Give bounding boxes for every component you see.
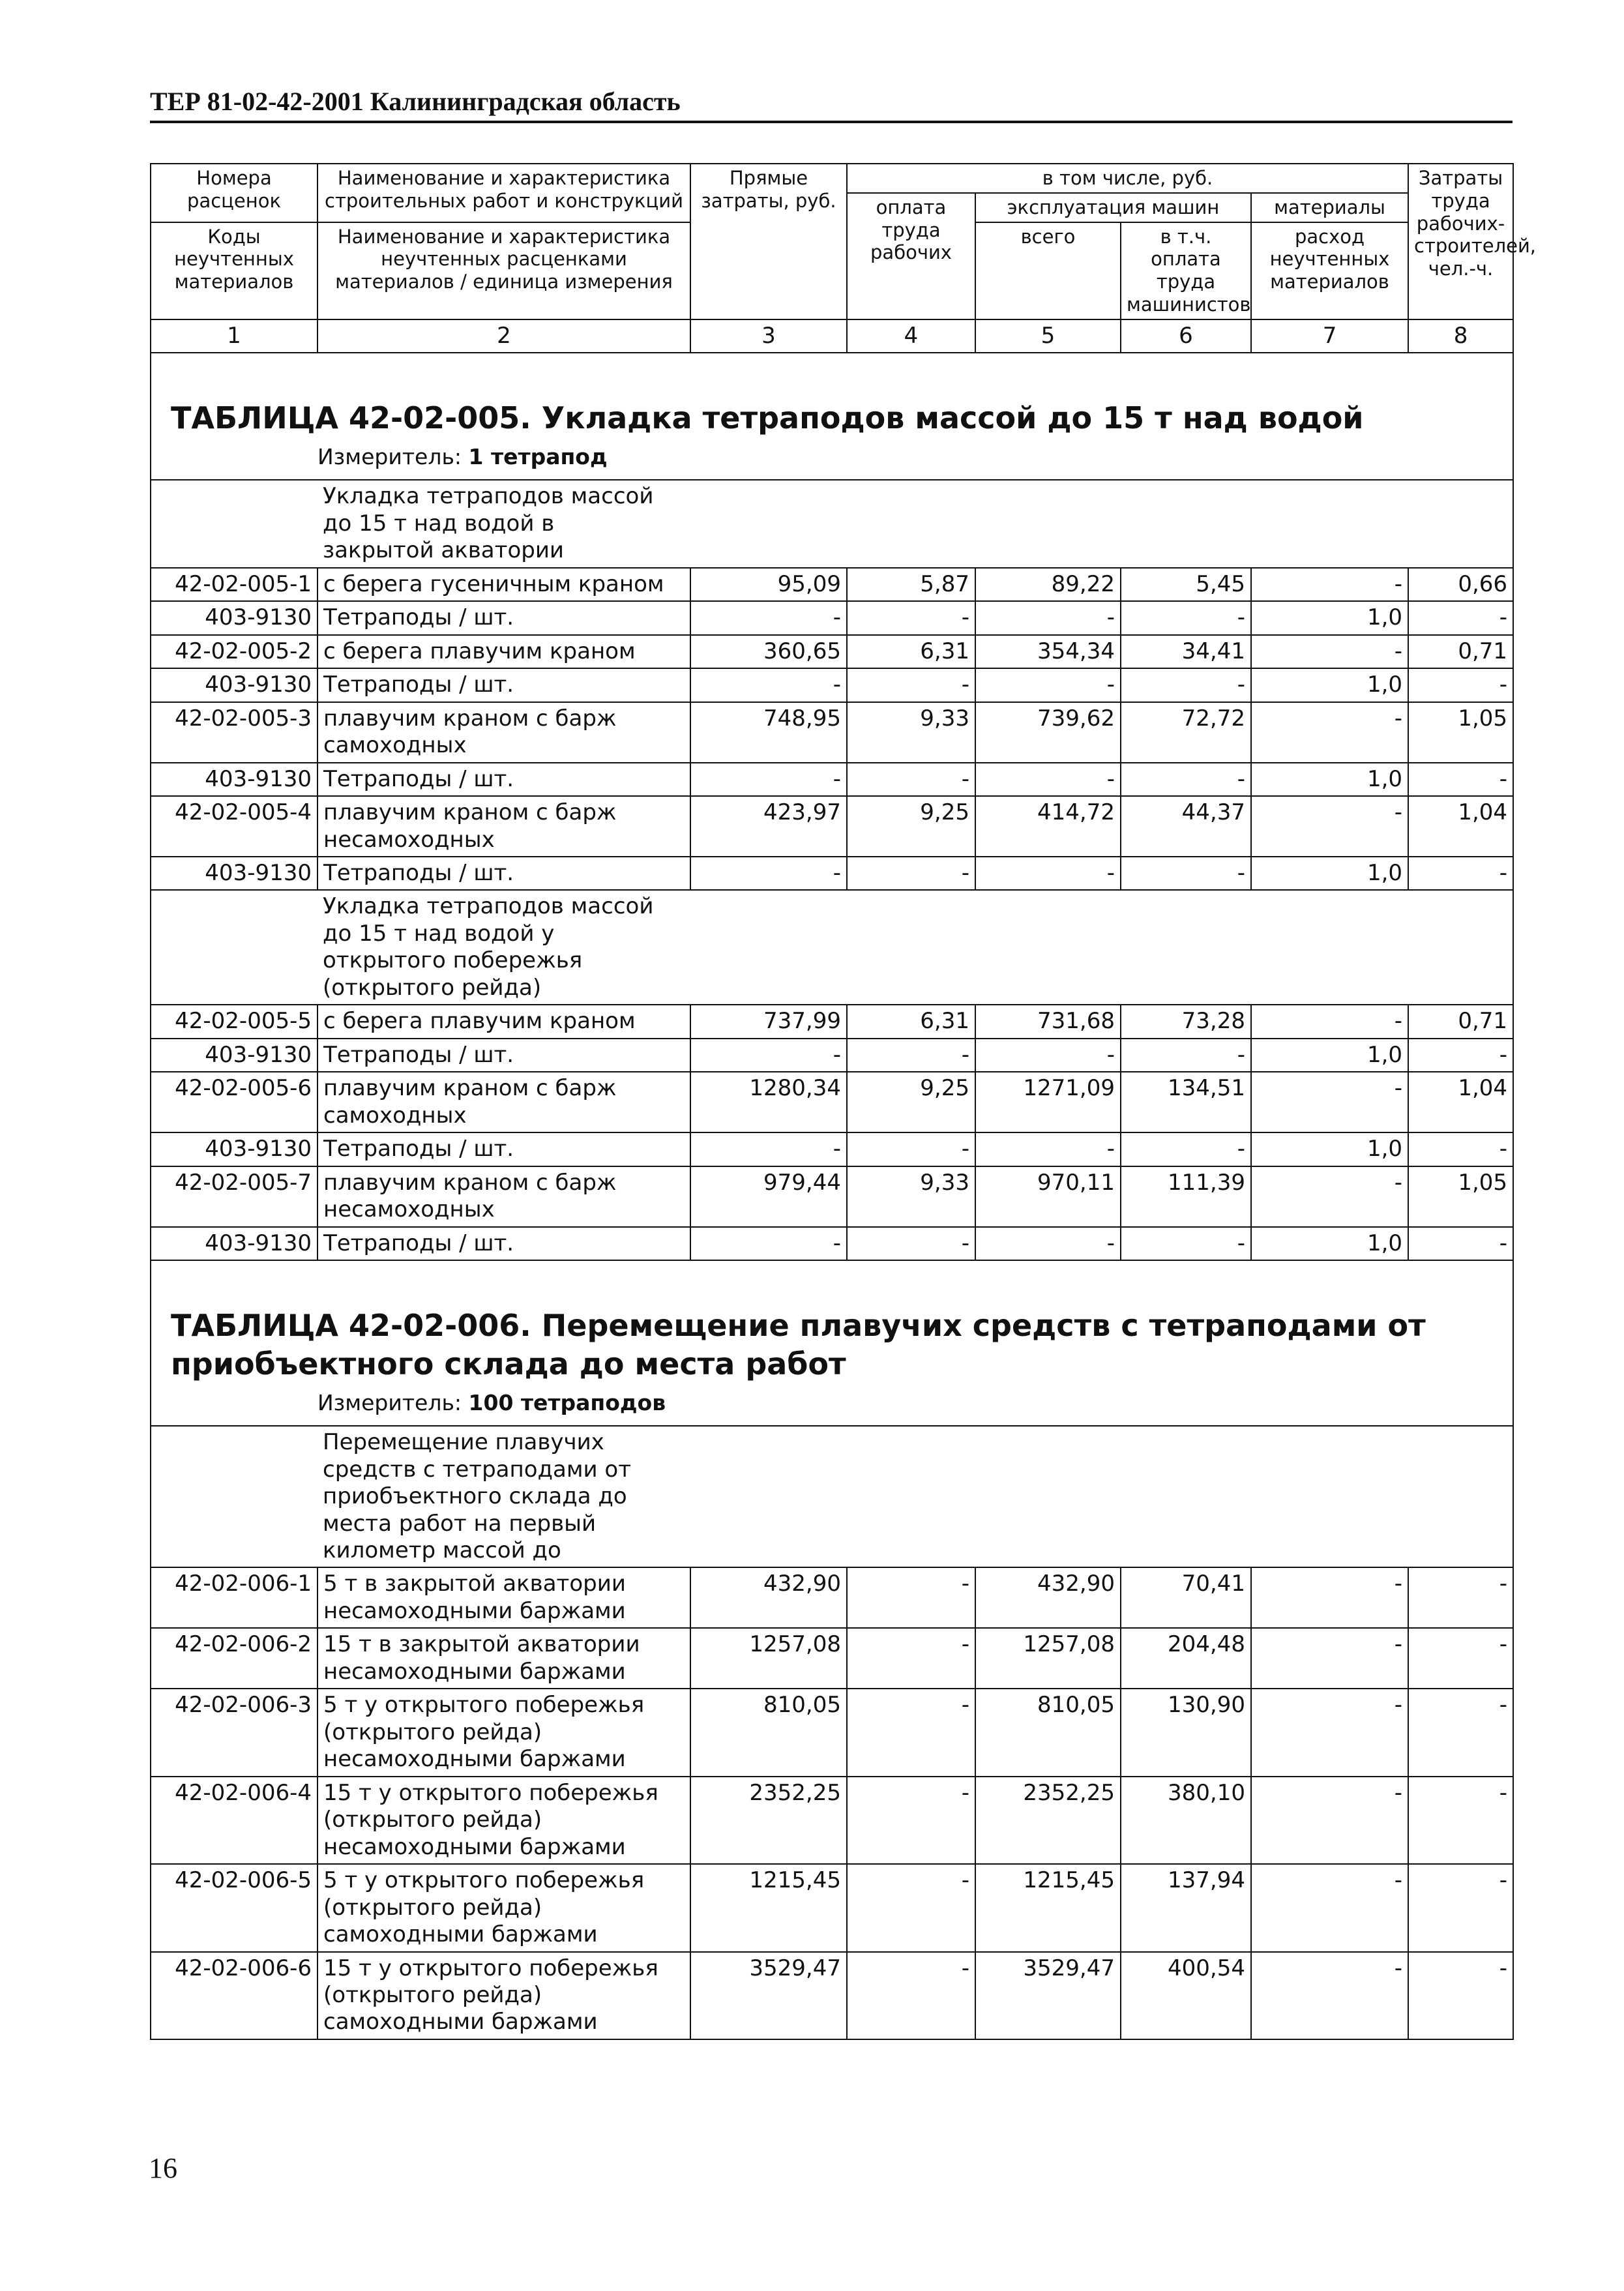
direct-cost: 1280,34 bbox=[690, 1072, 847, 1132]
labor-hours: 1,05 bbox=[1408, 702, 1513, 763]
rate-row bbox=[151, 1567, 1513, 1628]
direct-cost: - bbox=[690, 1132, 847, 1166]
labor-hours: - bbox=[1408, 668, 1513, 702]
meter-label: Измеритель: bbox=[317, 1389, 462, 1415]
page-number: 16 bbox=[149, 2152, 177, 2184]
direct-cost: 748,95 bbox=[690, 702, 847, 763]
machine-cost: 414,72 bbox=[975, 796, 1121, 857]
header-col5: всего bbox=[975, 222, 1121, 319]
labor-cost: 6,31 bbox=[847, 1005, 975, 1038]
labor-cost: 9,33 bbox=[847, 702, 975, 763]
material-qty: - bbox=[1251, 1166, 1408, 1227]
labor-cost: - bbox=[847, 1628, 975, 1689]
operator-cost: 204,48 bbox=[1121, 1628, 1251, 1689]
rate-name: Тетраподы / шт. bbox=[317, 857, 690, 890]
operator-cost: 130,90 bbox=[1121, 1689, 1251, 1776]
rate-name: плавучим краном с барж несамоходных bbox=[317, 1166, 690, 1227]
operator-cost: 400,54 bbox=[1121, 1952, 1251, 2039]
machine-cost: 731,68 bbox=[975, 1005, 1121, 1038]
direct-cost: 737,99 bbox=[690, 1005, 847, 1038]
rate-row bbox=[151, 1864, 1513, 1951]
rate-code: 42-02-005-5 bbox=[151, 1005, 317, 1038]
labor-hours: - bbox=[1408, 1777, 1513, 1864]
header-col1-bottom: Коды неучтенных материалов bbox=[151, 222, 317, 319]
labor-cost: - bbox=[847, 1132, 975, 1166]
header-col2-bottom: Наименование и характеристика неучтенных расценками материалов / единица измерения bbox=[317, 222, 690, 319]
rate-name: 15 т у открытого побережья (открытого рейда) несамоходными баржами bbox=[317, 1777, 690, 1864]
material-qty: 1,0 bbox=[1251, 857, 1408, 890]
material-qty: 1,0 bbox=[1251, 1039, 1408, 1072]
operator-cost: 73,28 bbox=[1121, 1005, 1251, 1038]
machine-cost: 970,11 bbox=[975, 1166, 1121, 1227]
rate-code: 42-02-006-1 bbox=[151, 1567, 317, 1628]
material-row bbox=[151, 1132, 1513, 1166]
labor-cost: - bbox=[847, 1864, 975, 1951]
col-number: 8 bbox=[1408, 319, 1513, 353]
table-006-title: ТАБЛИЦА 42-02-006. Перемещение плавучих средств с тетраподами от приобъектного склада до места работ bbox=[151, 1260, 1513, 1387]
labor-hours: 1,04 bbox=[1408, 1072, 1513, 1132]
rate-name: с берега плавучим краном bbox=[317, 635, 690, 668]
price-table bbox=[150, 163, 1537, 2040]
rate-row bbox=[151, 1777, 1513, 1864]
direct-cost: 979,44 bbox=[690, 1166, 847, 1227]
rate-code: 42-02-006-2 bbox=[151, 1628, 317, 1689]
rate-code: 403-9130 bbox=[151, 1132, 317, 1166]
rate-code: 42-02-006-5 bbox=[151, 1864, 317, 1951]
machine-cost: - bbox=[975, 601, 1121, 634]
rate-row bbox=[151, 1166, 1513, 1227]
operator-cost: - bbox=[1121, 857, 1251, 890]
machine-cost: - bbox=[975, 668, 1121, 702]
header-col1-top: Номера расценок bbox=[151, 164, 317, 222]
direct-cost: 3529,47 bbox=[690, 1952, 847, 2039]
operator-cost: - bbox=[1121, 763, 1251, 796]
labor-cost: - bbox=[847, 601, 975, 634]
direct-cost: 432,90 bbox=[690, 1567, 847, 1628]
labor-hours: 0,71 bbox=[1408, 1005, 1513, 1038]
labor-hours: - bbox=[1408, 1567, 1513, 1628]
direct-cost: - bbox=[690, 1227, 847, 1260]
table-006-rows bbox=[151, 1567, 1513, 2039]
rate-name: плавучим краном с барж самоходных bbox=[317, 1072, 690, 1132]
rate-row bbox=[151, 796, 1513, 857]
header-group: в том числе, руб. bbox=[847, 164, 1408, 193]
labor-cost: - bbox=[847, 857, 975, 890]
col-number: 3 bbox=[690, 319, 847, 353]
table-005-title: ТАБЛИЦА 42-02-005. Укладка тетраподов массой до 15 т над водой bbox=[151, 353, 1513, 441]
material-qty: 1,0 bbox=[1251, 668, 1408, 702]
material-qty: - bbox=[1251, 635, 1408, 668]
col-number: 1 bbox=[151, 319, 317, 353]
col-number: 4 bbox=[847, 319, 975, 353]
material-qty: - bbox=[1251, 1952, 1408, 2039]
header-col4: оплата труда рабочих bbox=[847, 193, 975, 319]
labor-cost: - bbox=[847, 1952, 975, 2039]
rate-row bbox=[151, 1072, 1513, 1132]
machine-cost: 1215,45 bbox=[975, 1864, 1121, 1951]
group-code-blank bbox=[151, 890, 317, 1005]
meter-value: 1 тетрапод bbox=[468, 444, 608, 470]
machine-cost: - bbox=[975, 857, 1121, 890]
header-col3: Прямые затраты, руб. bbox=[690, 164, 847, 319]
operator-cost: 380,10 bbox=[1121, 1777, 1251, 1864]
material-qty: 1,0 bbox=[1251, 763, 1408, 796]
rate-name: Тетраподы / шт. bbox=[317, 763, 690, 796]
document-header: ТЕР 81-02-42-2001 Калининградская область bbox=[150, 86, 1513, 123]
rate-row bbox=[151, 568, 1513, 601]
labor-hours: - bbox=[1408, 1864, 1513, 1951]
labor-cost: - bbox=[847, 763, 975, 796]
header-materials: материалы bbox=[1251, 193, 1408, 222]
machine-cost: 432,90 bbox=[975, 1567, 1121, 1628]
machine-cost: - bbox=[975, 1039, 1121, 1072]
rate-code: 42-02-005-2 bbox=[151, 635, 317, 668]
material-qty: - bbox=[1251, 1628, 1408, 1689]
rate-name: Тетраподы / шт. bbox=[317, 601, 690, 634]
rate-name: 15 т у открытого побережья (открытого рейда) самоходными баржами bbox=[317, 1952, 690, 2039]
material-qty: - bbox=[1251, 1689, 1408, 1776]
labor-hours: - bbox=[1408, 763, 1513, 796]
col-number: 6 bbox=[1121, 319, 1251, 353]
header-col7: расход неучтенных материалов bbox=[1251, 222, 1408, 319]
labor-cost: - bbox=[847, 1777, 975, 1864]
machine-cost: 810,05 bbox=[975, 1689, 1121, 1776]
direct-cost: 360,65 bbox=[690, 635, 847, 668]
operator-cost: 134,51 bbox=[1121, 1072, 1251, 1132]
rate-code: 42-02-005-7 bbox=[151, 1166, 317, 1227]
machine-cost: - bbox=[975, 763, 1121, 796]
rate-name: Тетраподы / шт. bbox=[317, 1039, 690, 1072]
machine-cost: 1257,08 bbox=[975, 1628, 1121, 1689]
material-qty: - bbox=[1251, 1567, 1408, 1628]
operator-cost: - bbox=[1121, 1132, 1251, 1166]
machine-cost: 89,22 bbox=[975, 568, 1121, 601]
labor-cost: - bbox=[847, 1567, 975, 1628]
rate-name: Тетраподы / шт. bbox=[317, 1227, 690, 1260]
material-row bbox=[151, 763, 1513, 796]
material-row bbox=[151, 668, 1513, 702]
labor-cost: 5,87 bbox=[847, 568, 975, 601]
labor-hours: - bbox=[1408, 1227, 1513, 1260]
rate-name: плавучим краном с барж самоходных bbox=[317, 702, 690, 763]
group-title: Укладка тетраподов массой до 15 т над водой в закрытой акватории bbox=[317, 480, 1513, 567]
rate-code: 403-9130 bbox=[151, 601, 317, 634]
group-code-blank bbox=[151, 480, 317, 567]
meter-value: 100 тетраподов bbox=[468, 1389, 666, 1415]
material-qty: - bbox=[1251, 1072, 1408, 1132]
header-col6: в т.ч. оплата труда машинистов bbox=[1121, 222, 1251, 319]
labor-hours: - bbox=[1408, 1628, 1513, 1689]
col-number: 7 bbox=[1251, 319, 1408, 353]
material-qty: - bbox=[1251, 702, 1408, 763]
operator-cost: - bbox=[1121, 668, 1251, 702]
header-exploit: эксплуатация машин bbox=[975, 193, 1251, 222]
labor-hours: - bbox=[1408, 1039, 1513, 1072]
material-qty: - bbox=[1251, 1864, 1408, 1951]
material-qty: - bbox=[1251, 796, 1408, 857]
material-qty: - bbox=[1251, 1777, 1408, 1864]
labor-hours: 1,04 bbox=[1408, 796, 1513, 857]
rate-code: 403-9130 bbox=[151, 857, 317, 890]
operator-cost: 44,37 bbox=[1121, 796, 1251, 857]
rate-code: 403-9130 bbox=[151, 668, 317, 702]
group-title: Укладка тетраподов массой до 15 т над водой у открытого побережья (открытого рейда) bbox=[317, 890, 1513, 1005]
direct-cost: - bbox=[690, 1039, 847, 1072]
labor-hours: 0,71 bbox=[1408, 635, 1513, 668]
direct-cost: - bbox=[690, 763, 847, 796]
rate-code: 403-9130 bbox=[151, 1039, 317, 1072]
labor-cost: - bbox=[847, 1227, 975, 1260]
rate-row bbox=[151, 1952, 1513, 2039]
group-code-blank bbox=[151, 1426, 317, 1567]
machine-cost: 1271,09 bbox=[975, 1072, 1121, 1132]
rate-row bbox=[151, 1005, 1513, 1038]
operator-cost: 5,45 bbox=[1121, 568, 1251, 601]
material-row bbox=[151, 857, 1513, 890]
labor-hours: - bbox=[1408, 1132, 1513, 1166]
rate-code: 42-02-005-3 bbox=[151, 702, 317, 763]
material-row bbox=[151, 601, 1513, 634]
table-005-meter bbox=[151, 441, 1513, 480]
rate-row bbox=[151, 1689, 1513, 1776]
material-qty: 1,0 bbox=[1251, 1227, 1408, 1260]
operator-cost: - bbox=[1121, 1039, 1251, 1072]
machine-cost: 354,34 bbox=[975, 635, 1121, 668]
material-qty: 1,0 bbox=[1251, 1132, 1408, 1166]
labor-cost: - bbox=[847, 1689, 975, 1776]
labor-cost: 9,25 bbox=[847, 796, 975, 857]
operator-cost: 72,72 bbox=[1121, 702, 1251, 763]
rate-code: 42-02-005-4 bbox=[151, 796, 317, 857]
labor-hours: - bbox=[1408, 857, 1513, 890]
direct-cost: 810,05 bbox=[690, 1689, 847, 1776]
rate-row bbox=[151, 1628, 1513, 1689]
labor-hours: - bbox=[1408, 1689, 1513, 1776]
operator-cost: 34,41 bbox=[1121, 635, 1251, 668]
rate-name: Тетраподы / шт. bbox=[317, 1132, 690, 1166]
table-006-meter bbox=[151, 1387, 1513, 1426]
rate-name: 5 т в закрытой акватории несамоходными баржами bbox=[317, 1567, 690, 1628]
labor-cost: 9,33 bbox=[847, 1166, 975, 1227]
operator-cost: - bbox=[1121, 1227, 1251, 1260]
labor-hours: - bbox=[1408, 1952, 1513, 2039]
rate-name: с берега гусеничным краном bbox=[317, 568, 690, 601]
labor-cost: - bbox=[847, 668, 975, 702]
rate-name: 15 т в закрытой акватории несамоходными баржами bbox=[317, 1628, 690, 1689]
header-col8: Затраты труда рабочих-строителей, чел.-ч. bbox=[1408, 164, 1513, 319]
labor-cost: 9,25 bbox=[847, 1072, 975, 1132]
rate-code: 42-02-005-6 bbox=[151, 1072, 317, 1132]
table-005-closed-rows bbox=[151, 568, 1513, 891]
operator-cost: - bbox=[1121, 601, 1251, 634]
direct-cost: - bbox=[690, 857, 847, 890]
direct-cost: 1215,45 bbox=[690, 1864, 847, 1951]
labor-hours: 0,66 bbox=[1408, 568, 1513, 601]
col-number: 5 bbox=[975, 319, 1121, 353]
rate-code: 42-02-006-4 bbox=[151, 1777, 317, 1864]
material-row bbox=[151, 1039, 1513, 1072]
rate-row bbox=[151, 635, 1513, 668]
rate-name: Тетраподы / шт. bbox=[317, 668, 690, 702]
machine-cost: 3529,47 bbox=[975, 1952, 1121, 2039]
labor-cost: 6,31 bbox=[847, 635, 975, 668]
rate-code: 42-02-006-6 bbox=[151, 1952, 317, 2039]
group-title: Перемещение плавучих средств с тетраподами от приобъектного склада до места работ на первый километр массой до bbox=[317, 1426, 1513, 1567]
material-row bbox=[151, 1227, 1513, 1260]
header-col2-top: Наименование и характеристика строительных работ и конструкций bbox=[317, 164, 690, 222]
direct-cost: 2352,25 bbox=[690, 1777, 847, 1864]
rate-name: 5 т у открытого побережья (открытого рейда) несамоходными баржами bbox=[317, 1689, 690, 1776]
rate-row bbox=[151, 702, 1513, 763]
direct-cost: - bbox=[690, 601, 847, 634]
rate-name: с берега плавучим краном bbox=[317, 1005, 690, 1038]
meter-label: Измеритель: bbox=[317, 444, 462, 470]
material-qty: - bbox=[1251, 568, 1408, 601]
rate-name: плавучим краном с барж несамоходных bbox=[317, 796, 690, 857]
table-005-open-rows bbox=[151, 1005, 1513, 1260]
rate-name: 5 т у открытого побережья (открытого рейда) самоходными баржами bbox=[317, 1864, 690, 1951]
direct-cost: - bbox=[690, 668, 847, 702]
rate-code: 42-02-006-3 bbox=[151, 1689, 317, 1776]
operator-cost: 137,94 bbox=[1121, 1864, 1251, 1951]
labor-hours: 1,05 bbox=[1408, 1166, 1513, 1227]
rate-code: 403-9130 bbox=[151, 763, 317, 796]
rate-code: 42-02-005-1 bbox=[151, 568, 317, 601]
col-number: 2 bbox=[317, 319, 690, 353]
machine-cost: - bbox=[975, 1227, 1121, 1260]
machine-cost: - bbox=[975, 1132, 1121, 1166]
machine-cost: 739,62 bbox=[975, 702, 1121, 763]
direct-cost: 95,09 bbox=[690, 568, 847, 601]
machine-cost: 2352,25 bbox=[975, 1777, 1121, 1864]
direct-cost: 1257,08 bbox=[690, 1628, 847, 1689]
operator-cost: 111,39 bbox=[1121, 1166, 1251, 1227]
direct-cost: 423,97 bbox=[690, 796, 847, 857]
operator-cost: 70,41 bbox=[1121, 1567, 1251, 1628]
material-qty: - bbox=[1251, 1005, 1408, 1038]
material-qty: 1,0 bbox=[1251, 601, 1408, 634]
rate-code: 403-9130 bbox=[151, 1227, 317, 1260]
labor-cost: - bbox=[847, 1039, 975, 1072]
labor-hours: - bbox=[1408, 601, 1513, 634]
